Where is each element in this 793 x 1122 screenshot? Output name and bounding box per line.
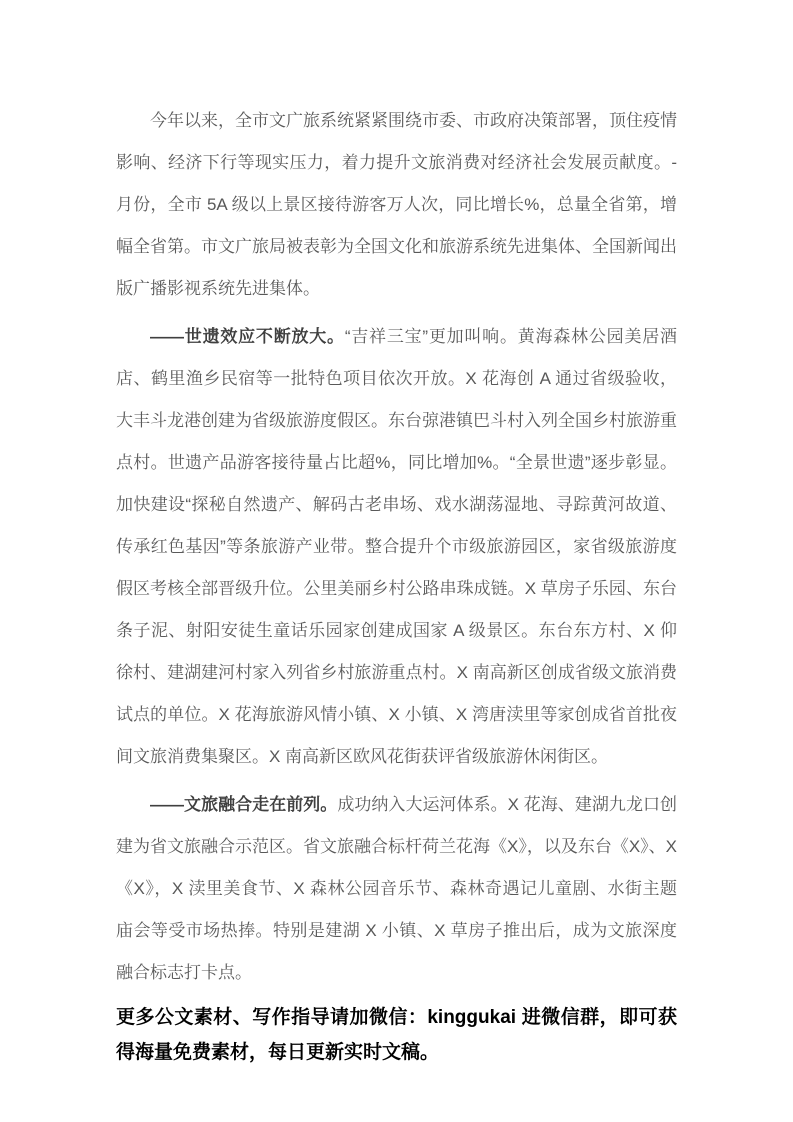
paragraph-world-heritage xyxy=(116,316,677,778)
promo-footer xyxy=(116,1000,677,1070)
paragraph-intro xyxy=(116,100,677,310)
paragraph-culture-tourism-integration-lead: ——文旅融合走在前列。 xyxy=(150,795,338,814)
paragraph-world-heritage-lead: ——世遗效应不断放大。 xyxy=(150,327,345,346)
paragraph-world-heritage-text: “吉祥三宝”更加叫响。黄海森林公园美居酒店、鹤里渔乡民宿等一批特色项目依次开放。X 花海创 A 通过省级验收，大丰斗龙港创建为省级旅游度假区。东台弶港镇巴斗村入列全国乡村旅游重点村。世遗产品游客接待量占比超%，同比增加%。“全景世遗”逐步彰显。加快建设“探秘自然遗产、解码古老串场、戏水湖荡湿地、寻踪黄河故道、传承红色基因”等条旅游产业带。整合提升个市级旅游园区，家省级旅游度假区考核全部晋级升位。公里美丽乡村公路串珠成链。X 草房子乐园、东台条子泥、射阳安徒生童话乐园家创建成国家 A 级景区。东台东方村、X 仰徐村、建湖建河村家入列省乡村旅游重点村。X 南高新区创成省级文旅消费试点的单位。X 花海旅游风情小镇、X 小镇、X 湾唐渎里等家创成省首批夜间文旅消费集聚区。X 南高新区欧风花街获评省级旅游休闲街区。 xyxy=(116,327,678,766)
paragraph-culture-tourism-integration-text: 成功纳入大运河体系。X 花海、建湖九龙口创建为省文旅融合示范区。省文旅融合标杆荷兰花海《X》，以及东台《X》、X《X》，X 渎里美食节、X 森林公园音乐节、森林奇遇记儿童剧、水街主题庙会等受市场热捧。特别是建湖 X 小镇、X 草房子推出后，成为文旅深度融合标志打卡点。 xyxy=(116,795,678,982)
paragraph-intro-text: 今年以来，全市文广旅系统紧紧围绕市委、市政府决策部署，顶住疫情影响、经济下行等现实压力，着力提升文旅消费对经济社会发展贡献度。-月份，全市 5A 级以上景区接待游客万人次，同比增长%，总量全省第，增幅全省第。市文广旅局被表彰为全国文化和旅游系统先进集体、全国新闻出版广播影视系统先进集体。 xyxy=(116,111,677,298)
paragraph-culture-tourism-integration xyxy=(116,784,677,994)
promo-footer-text: 更多公文素材、写作指导请加微信：kinggukai 进微信群，即可获得海量免费素材，每日更新实时文稿。 xyxy=(116,1007,677,1063)
